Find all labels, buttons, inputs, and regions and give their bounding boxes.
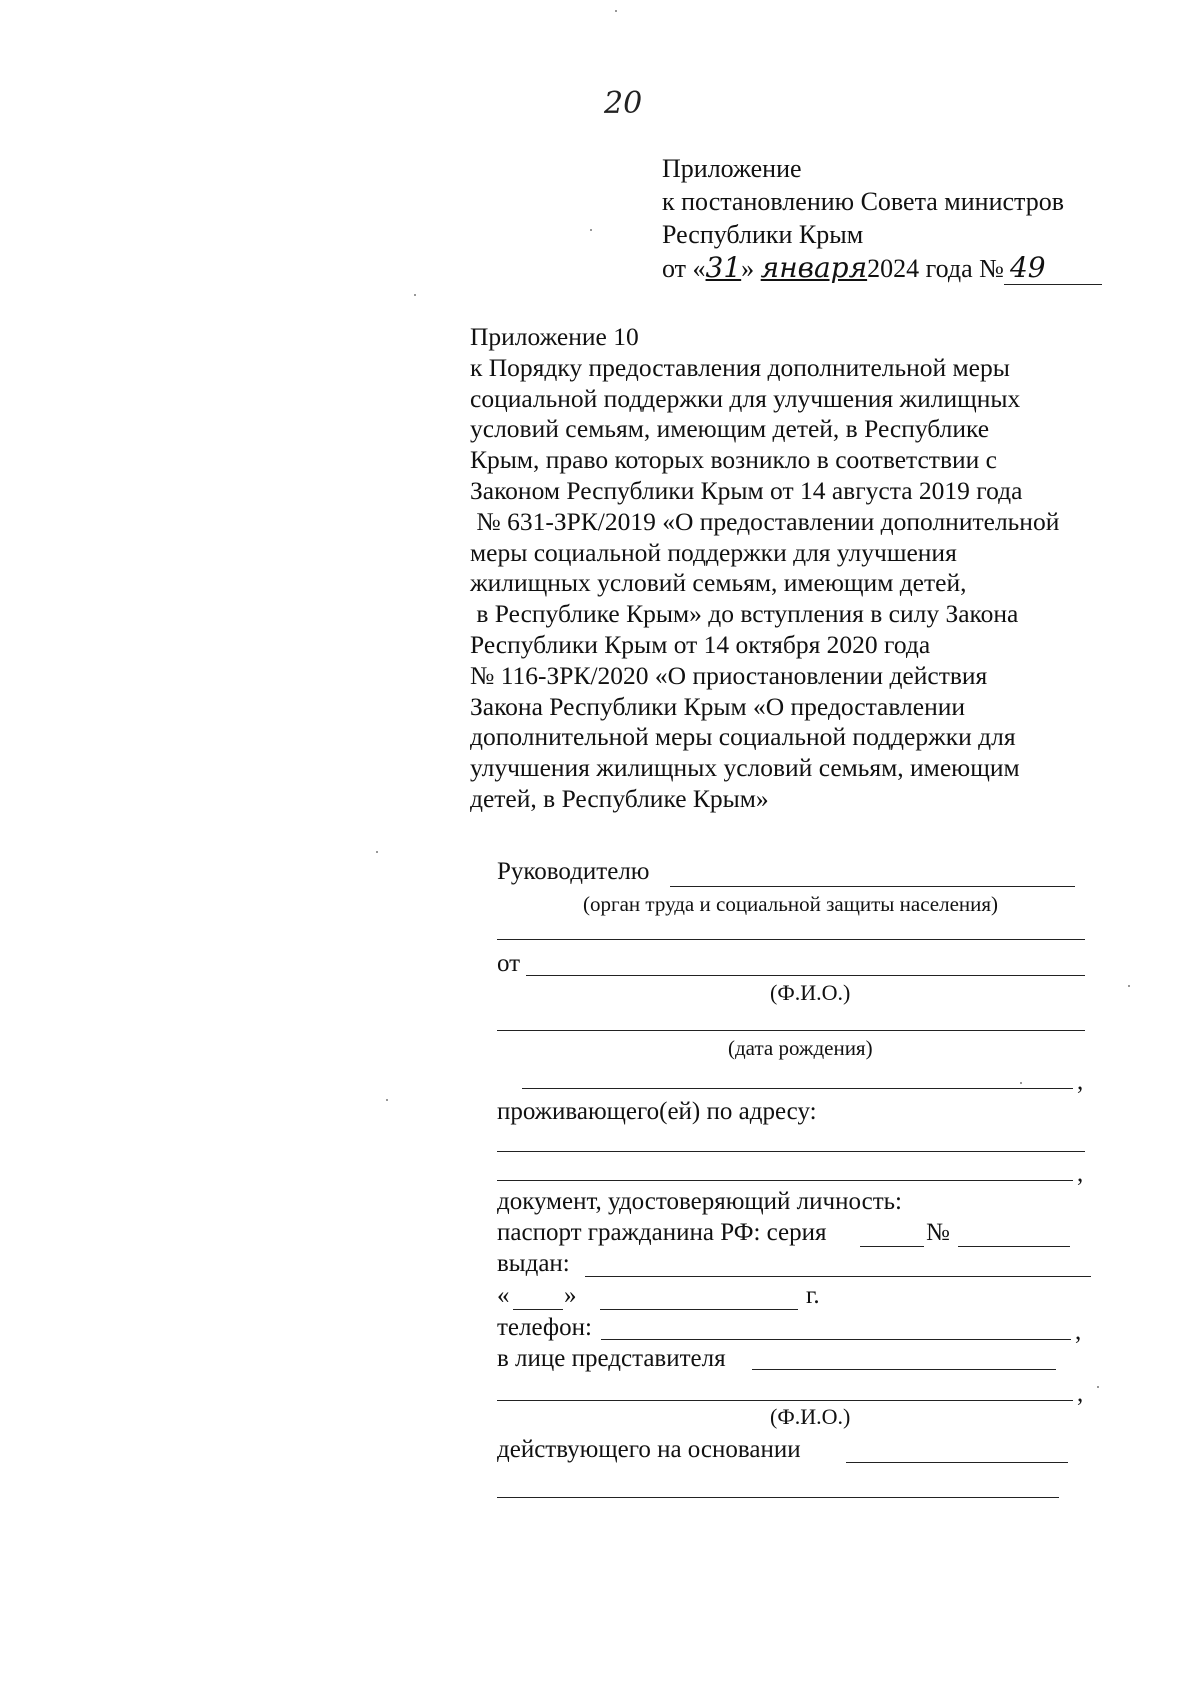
appendix-line: Крым, право которых возникло в соответствии с bbox=[470, 445, 997, 475]
appendix-line: меры социальной поддержки для улучшения bbox=[470, 537, 957, 567]
head-caption: (орган труда и социальной защиты населения) bbox=[583, 892, 999, 916]
appendix-line: в Республике Крым» до вступления в силу Закона bbox=[470, 599, 1019, 629]
scan-speck bbox=[1128, 985, 1130, 987]
basis-label: действующего на основании bbox=[497, 1436, 801, 1463]
appendix-10-block bbox=[470, 322, 1059, 815]
date-year: 2024 года № bbox=[867, 254, 1004, 283]
year-suffix: г. bbox=[806, 1282, 820, 1309]
scan-speck bbox=[1020, 1082, 1022, 1084]
appendix-line: Республики Крым от 14 октября 2020 года bbox=[470, 629, 931, 659]
from-label: от bbox=[497, 950, 521, 977]
basis-line-2[interactable] bbox=[497, 1497, 1059, 1498]
scan-speck bbox=[615, 10, 617, 12]
comma: , bbox=[1077, 1380, 1084, 1407]
comma: , bbox=[1077, 1068, 1084, 1095]
approval-title: Приложение bbox=[662, 154, 802, 183]
appendix-line: социальной поддержки для улучшения жилищных bbox=[470, 383, 1021, 413]
appendix-line: Приложение 10 bbox=[470, 322, 639, 351]
approval-block bbox=[662, 152, 1102, 285]
date-prefix: от « bbox=[662, 254, 706, 283]
date-open: « bbox=[497, 1282, 510, 1309]
birth-line[interactable] bbox=[497, 1030, 1085, 1031]
appendix-line: к Порядку предоставления дополнительной меры bbox=[470, 352, 1010, 382]
page-number: 20 bbox=[604, 86, 643, 121]
head-label: Руководителю bbox=[497, 858, 650, 885]
scan-speck bbox=[414, 294, 416, 296]
phone-label: телефон: bbox=[497, 1314, 592, 1341]
issued-label: выдан: bbox=[497, 1250, 570, 1277]
extra-line[interactable] bbox=[522, 1088, 1073, 1089]
fio-caption: (Ф.И.О.) bbox=[770, 980, 851, 1005]
approval-republic: Республики Крым bbox=[662, 220, 864, 249]
date-month: января bbox=[760, 251, 868, 284]
address-line-1[interactable] bbox=[497, 1151, 1085, 1152]
appendix-line: условий семьям, имеющим детей, в Республике bbox=[470, 414, 990, 444]
birth-caption: (дата рождения) bbox=[728, 1036, 873, 1060]
phone-line[interactable] bbox=[601, 1339, 1071, 1340]
comma: , bbox=[1077, 1160, 1084, 1187]
passport-series-line[interactable] bbox=[860, 1246, 924, 1247]
scan-speck bbox=[386, 1099, 388, 1101]
date-day: 31 bbox=[705, 251, 742, 284]
decree-number: 49 bbox=[1004, 251, 1102, 285]
date-close: » bbox=[564, 1282, 577, 1309]
rep-line[interactable] bbox=[752, 1369, 1056, 1370]
head-line-2[interactable] bbox=[497, 939, 1085, 940]
appendix-line: Законом Республики Крым от 14 августа 2019 года bbox=[470, 475, 1023, 505]
approval-decree: к постановлению Совета министров bbox=[662, 187, 1064, 216]
approval-date-line bbox=[662, 251, 1102, 285]
appendix-line: № 116-ЗРК/2020 «О приостановлении действия bbox=[470, 660, 988, 690]
issue-day-line[interactable] bbox=[513, 1309, 563, 1310]
head-line[interactable] bbox=[670, 886, 1075, 887]
rep-fio-caption: (Ф.И.О.) bbox=[770, 1404, 851, 1429]
date-mid: » bbox=[741, 254, 761, 283]
appendix-line: детей, в Республике Крым» bbox=[470, 783, 769, 813]
issued-line[interactable] bbox=[585, 1276, 1091, 1277]
doc-label: документ, удостоверяющий личность: bbox=[497, 1188, 902, 1215]
scan-speck bbox=[376, 851, 378, 853]
passport-no-label: № bbox=[926, 1219, 950, 1246]
appendix-line: Закона Республики Крым «О предоставлении bbox=[470, 691, 966, 721]
appendix-line: дополнительной меры социальной поддержки для bbox=[470, 722, 1016, 752]
appendix-line: улучшения жилищных условий семьям, имеющим bbox=[470, 753, 1020, 783]
rep-line-2[interactable] bbox=[497, 1400, 1073, 1401]
comma: , bbox=[1075, 1318, 1082, 1345]
appendix-line: № 631-ЗРК/2019 «О предоставлении дополнительной bbox=[470, 506, 1060, 536]
address-label: проживающего(ей) по адресу: bbox=[497, 1098, 817, 1125]
scan-speck bbox=[1097, 1386, 1099, 1388]
passport-number-line[interactable] bbox=[958, 1246, 1070, 1247]
scan-speck bbox=[590, 229, 592, 231]
issue-month-line[interactable] bbox=[600, 1309, 798, 1310]
rep-label: в лице представителя bbox=[497, 1345, 726, 1372]
fio-line[interactable] bbox=[526, 975, 1085, 976]
basis-line[interactable] bbox=[846, 1462, 1068, 1463]
appendix-line: жилищных условий семьям, имеющим детей, bbox=[470, 568, 967, 598]
address-line-2[interactable] bbox=[497, 1180, 1073, 1181]
passport-label: паспорт гражданина РФ: серия bbox=[497, 1219, 827, 1246]
